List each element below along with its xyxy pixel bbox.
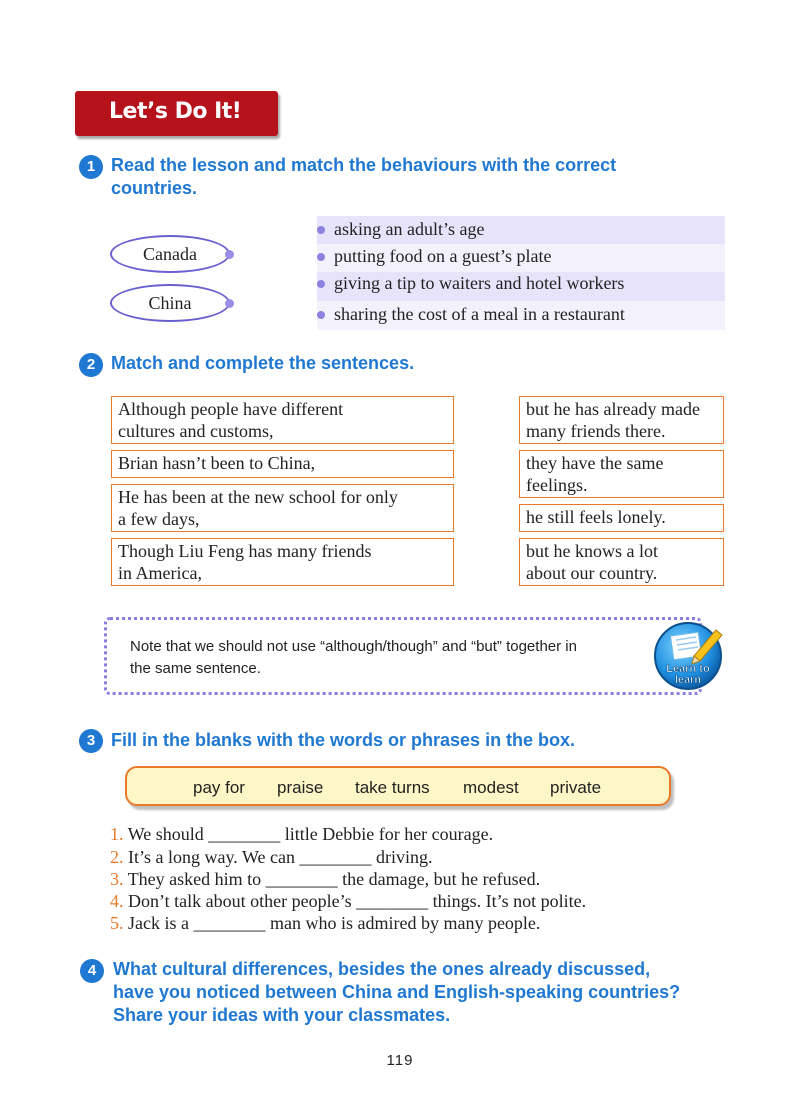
left-clause-box[interactable]: [111, 538, 454, 586]
clause-line: but he knows a lot: [526, 541, 658, 561]
clause-line: feelings.: [526, 475, 588, 495]
bullet-dot-icon: [317, 226, 325, 234]
banner-title: Let’s Do It!: [109, 99, 242, 124]
behaviour-text: putting food on a guest’s plate: [334, 246, 552, 266]
sentence-text: They asked him to ________ the damage, but he refused.: [127, 869, 541, 889]
badge-icon: [650, 620, 730, 692]
behaviour-text: giving a tip to waiters and hotel workers: [334, 273, 625, 293]
fill-blank-sentence: [110, 890, 586, 912]
country-oval-canada[interactable]: Canada: [110, 235, 230, 273]
bullet-dot-icon: [317, 253, 325, 261]
sentence-text: It’s a long way. We can ________ driving.: [128, 847, 433, 867]
sentence-text: We should ________ little Debbie for her courage.: [127, 824, 494, 844]
word-option[interactable]: private: [550, 778, 602, 797]
clause-line: Though Liu Feng has many friends: [118, 541, 372, 561]
right-clause-box[interactable]: [519, 504, 724, 532]
badge-line2: learn: [674, 674, 702, 686]
clause-line: Brian hasn’t been to China,: [118, 453, 316, 473]
note-line: Note that we should not use “although/though” and “but” together in: [130, 638, 577, 655]
lets-do-it-banner: [75, 91, 278, 136]
sentence-number: 2.: [110, 847, 124, 867]
clause-line: He has been at the new school for only: [118, 487, 398, 507]
badge-line1: Learn to: [666, 663, 710, 675]
section-1-instruction-line2: countries.: [111, 178, 198, 198]
match-dot-canada[interactable]: [225, 250, 234, 259]
word-option[interactable]: praise: [277, 778, 324, 797]
behaviour-item[interactable]: [317, 301, 725, 328]
section-3-number: 3: [79, 729, 103, 753]
behaviour-text: sharing the cost of a meal in a restaurant: [334, 304, 625, 324]
clause-line: about our country.: [526, 563, 658, 583]
behaviour-item[interactable]: [317, 243, 725, 270]
section-4-line1: What cultural differences, besides the ones already discussed,: [113, 959, 651, 979]
clause-line: many friends there.: [526, 421, 666, 441]
learn-to-learn-badge: [650, 620, 730, 692]
note-line: the same sentence.: [130, 660, 261, 677]
behaviour-text: asking an adult’s age: [334, 219, 485, 239]
section-1-instruction-line1: Read the lesson and match the behaviours with the correct: [111, 155, 617, 175]
section-4-number: 4: [80, 959, 104, 983]
country-oval-china[interactable]: China: [110, 284, 230, 322]
section-4-prompt: [113, 958, 753, 1027]
bullet-dot-icon: [317, 280, 325, 288]
note-text: [130, 636, 640, 680]
sentence-number: 4.: [110, 891, 124, 911]
fill-blank-sentence: [110, 912, 540, 934]
clause-line: he still feels lonely.: [526, 507, 666, 527]
section-1-number: 1: [79, 155, 103, 179]
fill-blank-sentence: [110, 846, 433, 868]
clause-line: in America,: [118, 563, 202, 583]
left-clause-box[interactable]: [111, 450, 454, 478]
word-option[interactable]: modest: [463, 778, 519, 797]
section-4-line2: have you noticed between China and English-speaking countries?: [113, 982, 681, 1002]
right-clause-box[interactable]: [519, 450, 724, 498]
clause-line: but he has already made: [526, 399, 700, 419]
behaviour-item[interactable]: [317, 270, 725, 297]
left-clause-box[interactable]: [111, 484, 454, 532]
right-clause-box[interactable]: [519, 538, 724, 586]
right-clause-box[interactable]: [519, 396, 724, 444]
clause-line: they have the same: [526, 453, 664, 473]
section-2-instruction: Match and complete the sentences.: [111, 353, 415, 373]
word-box: [125, 766, 671, 806]
sentence-number: 5.: [110, 913, 124, 933]
word-option[interactable]: take turns: [355, 778, 430, 797]
left-clause-box[interactable]: [111, 396, 454, 444]
clause-line: cultures and customs,: [118, 421, 274, 441]
sentence-text: Jack is a ________ man who is admired by many people.: [128, 913, 541, 933]
sentence-text: Don’t talk about other people’s ________ things. It’s not polite.: [128, 891, 587, 911]
bullet-dot-icon: [317, 311, 325, 319]
page-number: 119: [386, 1052, 414, 1069]
sentence-number: 1.: [110, 824, 124, 844]
fill-blank-sentence: [110, 868, 540, 890]
fill-blank-sentence: [110, 823, 493, 845]
section-4-line3: Share your ideas with your classmates.: [113, 1005, 451, 1025]
clause-line: Although people have different: [118, 399, 344, 419]
section-1-instruction: [111, 154, 731, 200]
word-option[interactable]: pay for: [193, 778, 245, 797]
clause-line: a few days,: [118, 509, 200, 529]
section-2-number: 2: [79, 353, 103, 377]
match-dot-china[interactable]: [225, 299, 234, 308]
sentence-number: 3.: [110, 869, 124, 889]
section-3-instruction: Fill in the blanks with the words or phrases in the box.: [111, 730, 576, 750]
behaviour-item[interactable]: [317, 216, 725, 243]
